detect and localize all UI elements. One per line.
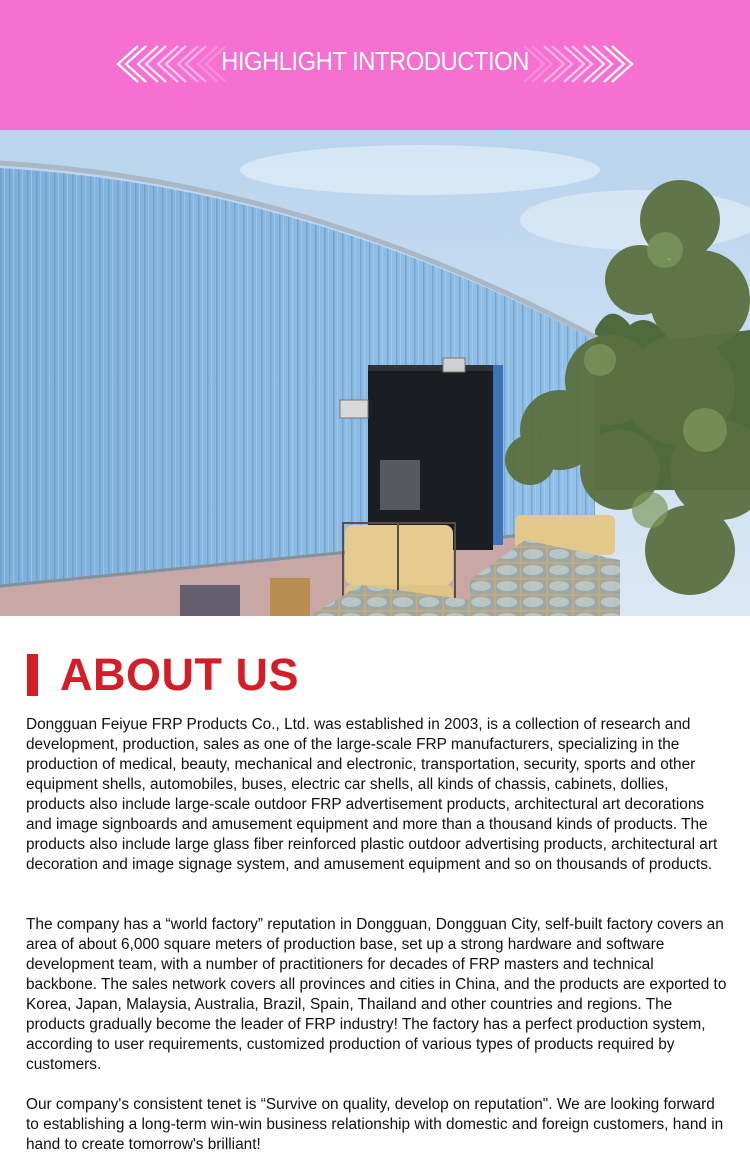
about-paragraph-2: The company has a “world factory” reputation in Dongguan, Dongguan City, self-built factory covers an area of about 6,000 square meters of production base, set up a strong hardware and software development team, with a number of practitioners for decades of FRP masters and technical backbone. The sales network covers all provinces and cities in China, and the products are exported to Korea, Japan, Malaysia, Australia, Brazil, Spain, Thailand and other countries and regions. The products gradually become the leader of FRP industry! The factory has a perfect production system, according to user requirements, customized production of various types of products required by customers. — [26, 916, 727, 1073]
about-accent-bar — [27, 654, 38, 696]
highlight-banner — [0, 0, 750, 130]
about-paragraph-3: Our company's consistent tenet is “Survive on quality, develop on reputation". We are looking forward to establishing a long-term win-win business relationship with domestic and foreign customers, hand in hand to create tomorrow's brilliant! — [26, 1096, 724, 1153]
factory-building-image — [0, 130, 750, 616]
banner-title: HIGHLIGHT INTRODUCTION — [221, 46, 529, 76]
chevrons-right-icon — [520, 44, 640, 84]
about-paragraph-1: Dongguan Feiyue FRP Products Co., Ltd. was established in 2003, is a collection of research and development, production, sales as one of the large-scale FRP manufacturers, specializing in the production of medical, beauty, mechanical and electronic, transportation, security, sports and other equipment shells, automobiles, buses, electric car shells, all kinds of chassis, cabinets, dollies, products also include large-scale outdoor FRP advertisement products, architectural art decorations and image signboards and amusement equipment and more than a thousand kinds of products. The products also include large glass fiber reinforced plastic outdoor advertising products, architectural art decoration and image signage system, and amusement equipment and so on thousands of products. — [26, 716, 718, 873]
factory-photo — [0, 130, 750, 616]
about-us-heading: ABOUT US — [60, 649, 299, 700]
